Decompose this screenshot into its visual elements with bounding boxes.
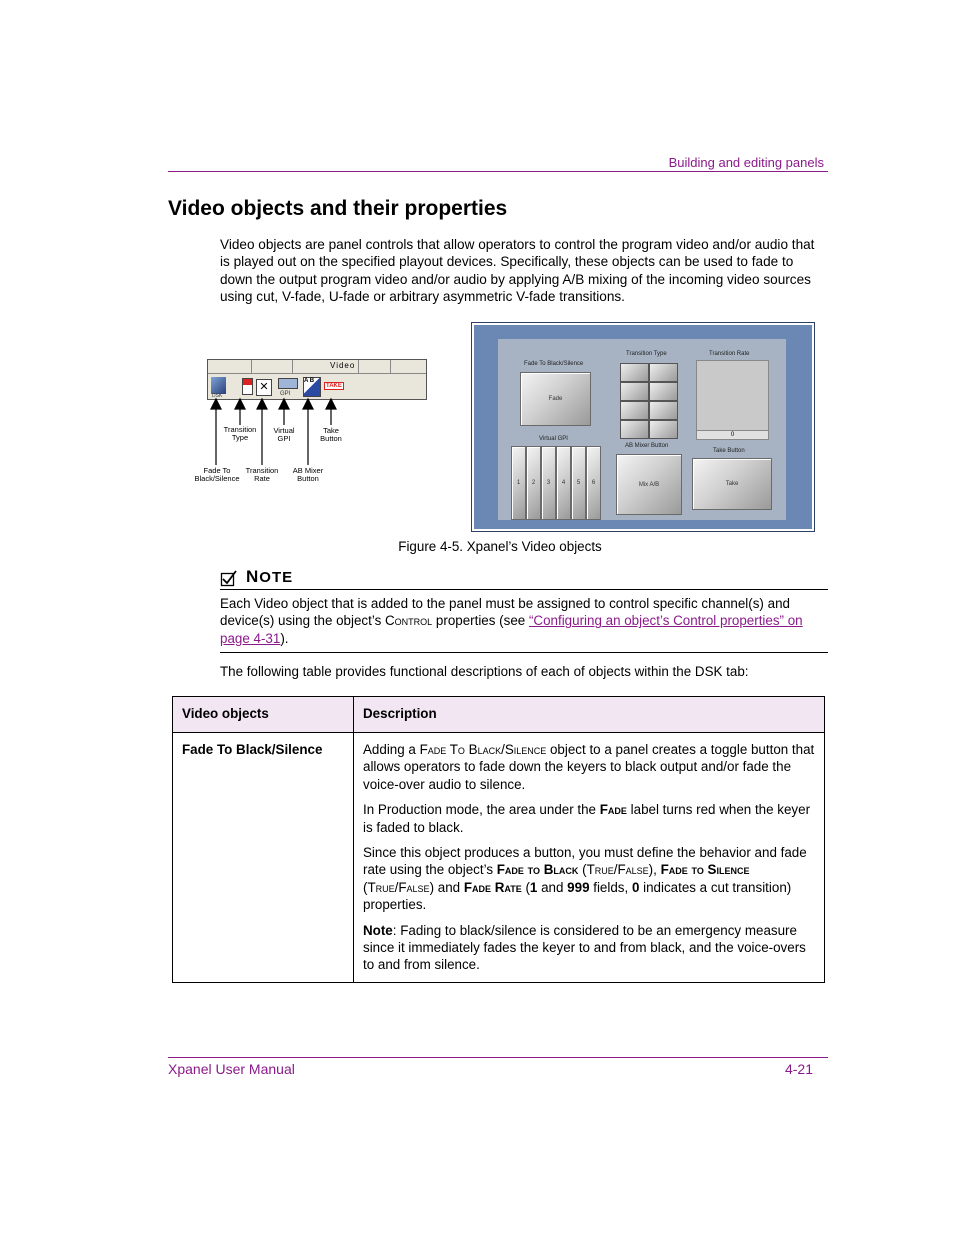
transition-rate-slider[interactable] [696, 360, 769, 440]
running-header: Building and editing panels [668, 155, 824, 170]
rate-value: 0 [697, 430, 768, 439]
note-body: Each Video object that is added to the panel must be assigned to control specific channel(s) and device(s) using the object’s Control properties (see “Configuring an object’s Control properties” on page 4-31). [220, 596, 803, 646]
fade-group-label: Fade To Black/Silence [524, 361, 584, 367]
note-bottom-rule [220, 652, 828, 653]
transition-vfade-icon[interactable] [620, 401, 649, 420]
gpi-button-group [511, 446, 599, 520]
video-toolbar-figure [185, 355, 430, 490]
gpi-button-5[interactable]: 5 [571, 446, 586, 520]
transition-rate-icon[interactable]: ✕ [256, 379, 272, 396]
callout-transition-rate: Transition Rate [245, 466, 279, 483]
gpi-button-3[interactable]: 3 [541, 446, 556, 520]
desc-note: Note: Fading to black/silence is considered to be an emergency measure since it immediately fades the keyer to and from black, and the voice-overs to and from silence. [363, 922, 806, 973]
footer-manual-title: Xpanel User Manual [168, 1061, 295, 1077]
transition-type-label: Transition Type [626, 351, 667, 357]
gpi-button-2[interactable]: 2 [526, 446, 541, 520]
callout-take-button: Take Button [320, 426, 342, 443]
intro-paragraph: Video objects are panel controls that allow operators to control the program video and/or audio that is played out on the specified playout devices. Specifically, these objects can be used to fade to down the output program video and/or audio by applying A/B mixing of the incoming video sources using cut, V-fade, U-fade or arbitrary asymmetric V-fade transitions. [220, 237, 815, 305]
virtual-gpi-label: Virtual GPI [539, 436, 568, 442]
gpi-label: GPI [280, 391, 291, 397]
col-header-objects: Video objects [173, 697, 354, 733]
header-rule [168, 171, 828, 172]
footer-page-number: 4-21 [784, 1061, 813, 1077]
ab-mixer-label: AB Mixer Button [625, 443, 669, 449]
control-properties-link[interactable]: “Configuring an object’s Control properties” on page 4-31 [220, 613, 803, 646]
col-header-description: Description [354, 697, 825, 733]
gpi-button-6[interactable]: 6 [586, 446, 601, 520]
callout-virtual-gpi: Virtual GPI [273, 426, 295, 443]
footer-rule [168, 1057, 828, 1058]
fade-button[interactable]: Fade [520, 372, 591, 426]
gpi-button-1[interactable]: 1 [511, 446, 526, 520]
object-name: Fade To Black/Silence [173, 733, 354, 983]
transition-vfade-left-icon[interactable] [620, 382, 649, 401]
object-description [354, 733, 825, 983]
page-title: Video objects and their properties [168, 197, 508, 220]
ab-mixer-icon[interactable]: A B [303, 377, 321, 397]
desc-paragraph-2: In Production mode, the area under the Fade label turns red when the keyer is faded to black. [363, 802, 811, 835]
take-group-label: Take Button [713, 448, 745, 454]
transition-t-icon[interactable] [620, 420, 649, 439]
table-intro: The following table provides functional descriptions of each of objects within the DSK tab: [220, 664, 749, 679]
panel-face [498, 339, 786, 520]
transition-vfade-right-icon[interactable] [649, 382, 678, 401]
gpi-button-4[interactable]: 4 [556, 446, 571, 520]
transition-wipe-icon[interactable] [649, 363, 678, 382]
table-header-row [173, 697, 825, 733]
table-row [173, 733, 825, 983]
transition-rate-label: Transition Rate [709, 351, 750, 357]
note-title: NOTE [246, 567, 294, 586]
note-header [220, 567, 828, 590]
checkbox-icon [220, 569, 238, 587]
take-icon[interactable]: TAKE [326, 383, 342, 389]
transition-ufade-icon[interactable] [649, 401, 678, 420]
xpanel-video-panel-figure [471, 322, 815, 532]
tab-video[interactable]: Video [330, 361, 356, 370]
take-button[interactable]: Take [692, 458, 772, 510]
callout-transition-type: Transition Type [223, 425, 257, 442]
video-objects-table [172, 696, 825, 983]
callout-ab-mixer: AB Mixer Button [292, 466, 324, 483]
transition-x-icon[interactable] [649, 420, 678, 439]
callout-fade-to-black: Fade To Black/Silence [194, 466, 240, 483]
desc-paragraph-1: Adding a Fade To Black/Silence object to a panel creates a toggle button that allows operators to fade down the keyers to black output and/or fade the voice-over audio to silence. [363, 742, 815, 792]
transition-cut-icon[interactable] [620, 363, 649, 382]
mix-ab-button[interactable]: Mix A/B [616, 454, 682, 515]
figure-caption: Figure 4-5. Xpanel’s Video objects [398, 539, 602, 554]
dsk-label: DSK [212, 393, 223, 399]
desc-paragraph-3: Since this object produces a button, you must define the behavior and fade rate using the object’s Fade to Black (True/False), Fade to Silence (True/False) and Fade Rate (1 and 999 fields, 0 indicates a cut transition) properties. [363, 845, 807, 913]
